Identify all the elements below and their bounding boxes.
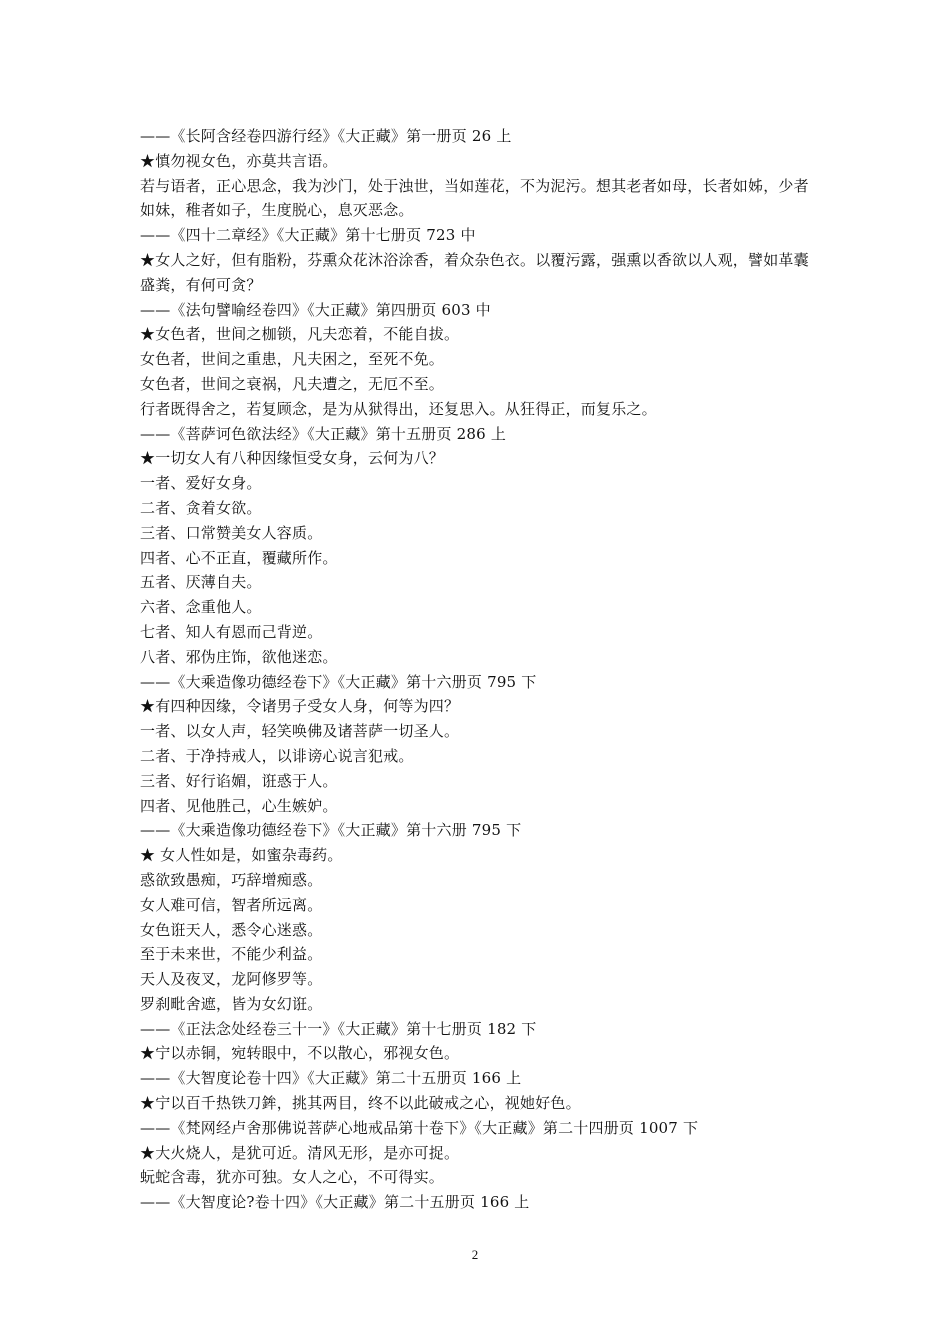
list-item: 二者、于净持戒人，以诽谤心说言犯戒。 <box>140 746 414 765</box>
verse-line: 天人及夜叉，龙阿修罗等。 <box>140 970 323 989</box>
citation-line: ——《长阿含经卷四游行经》《大正藏》第一册页 26 上 <box>140 127 512 145</box>
text-line: 蚖蛇含毒，犹亦可独。女人之心，不可得实。 <box>140 1168 445 1187</box>
quote-line: ★女色者，世间之枷锁，凡夫恋着，不能自拔。 <box>140 325 460 344</box>
list-item: 一者、以女人声，轻笑唤佛及诸菩萨一切圣人。 <box>140 722 460 741</box>
citation-line: ——《梵网经卢舍那佛说菩萨心地戒品第十卷下》《大正藏》第二十四册页 1007 下 <box>140 1118 699 1137</box>
verse-line: 女人难可信，智者所远离。 <box>140 895 323 914</box>
text-line: 行者既得舍之，若复顾念，是为从狱得出，还复思入。从狂得正，而复乐之。 <box>140 399 657 418</box>
citation-line: ——《大智度论卷十四》《大正藏》第二十五册页 166 上 <box>140 1069 522 1088</box>
list-item: 四者、心不正直，覆藏所作。 <box>140 548 338 567</box>
quote-line: ★宁以百千热铁刀鉾，挑其两目，终不以此破戒之心，视她好色。 <box>140 1094 581 1113</box>
quote-line: ★一切女人有八种因缘恒受女身，云何为八？ <box>140 449 445 468</box>
list-item: 六者、念重他人。 <box>140 598 262 617</box>
list-item: 八者、邪伪庄饰，欲他迷恋。 <box>140 647 338 666</box>
document-body <box>140 124 820 1215</box>
verse-line: 罗刹毗舍遮，皆为女幻诳。 <box>140 994 323 1013</box>
citation-line: ——《大乘造像功德经卷下》《大正藏》第十六册页 795 下 <box>140 672 537 691</box>
citation-line: ——《正法念处经卷三十一》《大正藏》第十七册页 182 下 <box>140 1019 537 1038</box>
quote-line: ★大火烧人，是犹可近。清风无形，是亦可捉。 <box>140 1143 460 1162</box>
quote-line: ★宁以赤铜，宛转眼中，不以散心，邪视女色。 <box>140 1044 460 1063</box>
verse-line: 惑欲致愚痴，巧辞增痴惑。 <box>140 870 323 889</box>
citation-line: ——《大乘造像功德经卷下》《大正藏》第十六册 795 下 <box>140 821 522 840</box>
list-item: 一者、爱好女身。 <box>140 474 262 493</box>
text-line: 女色者，世间之衰祸，凡夫遭之，无厄不至。 <box>140 374 445 393</box>
citation-line: ——《菩萨诃色欲法经》《大正藏》第十五册页 286 上 <box>140 424 507 443</box>
quote-line: ★有四种因缘，令诸男子受女人身，何等为四？ <box>140 697 460 716</box>
list-item: 四者、见他胜己，心生嫉妒。 <box>140 796 338 815</box>
list-item: 三者、好行谄媚，诳惑于人。 <box>140 771 338 790</box>
verse-line: 至于未来世，不能少利益。 <box>140 945 323 964</box>
paragraph-line: 若与语者，正心思念，我为沙门，处于浊世，当如莲花，不为泥污。想其老者如母，长者如姊，少者如妹，稚者如子，生度脱心，息灭恶念。 <box>140 176 809 220</box>
citation-line: ——《大智度论?卷十四》《大正藏》第二十五册页 166 上 <box>140 1193 530 1212</box>
quote-line: ★ 女人性如是，如蜜杂毒药。 <box>140 846 343 865</box>
list-item: 三者、口常赞美女人容质。 <box>140 523 323 542</box>
page-number: 2 <box>471 1247 479 1262</box>
list-item: 二者、贪着女欲。 <box>140 498 262 517</box>
verse-line: 女色诳天人，悉令心迷惑。 <box>140 920 323 939</box>
list-item: 五者、厌薄自夫。 <box>140 573 262 592</box>
text-line: 女色者，世间之重患，凡夫困之，至死不免。 <box>140 350 445 369</box>
list-item: 七者、知人有恩而己背逆。 <box>140 622 323 641</box>
citation-line: ——《法句譬喻经卷四》《大正藏》第四册页 603 中 <box>140 300 491 319</box>
citation-line: ——《四十二章经》《大正藏》第十七册页 723 中 <box>140 226 476 245</box>
quote-line: ★女人之好，但有脂粉，芬熏众花沐浴涂香，着众杂色衣。以覆污露，强熏以香欲以人观，譬如革囊盛粪，有何可贪？ <box>140 250 809 294</box>
quote-line: ★慎勿视女色，亦莫共言语。 <box>140 151 338 170</box>
